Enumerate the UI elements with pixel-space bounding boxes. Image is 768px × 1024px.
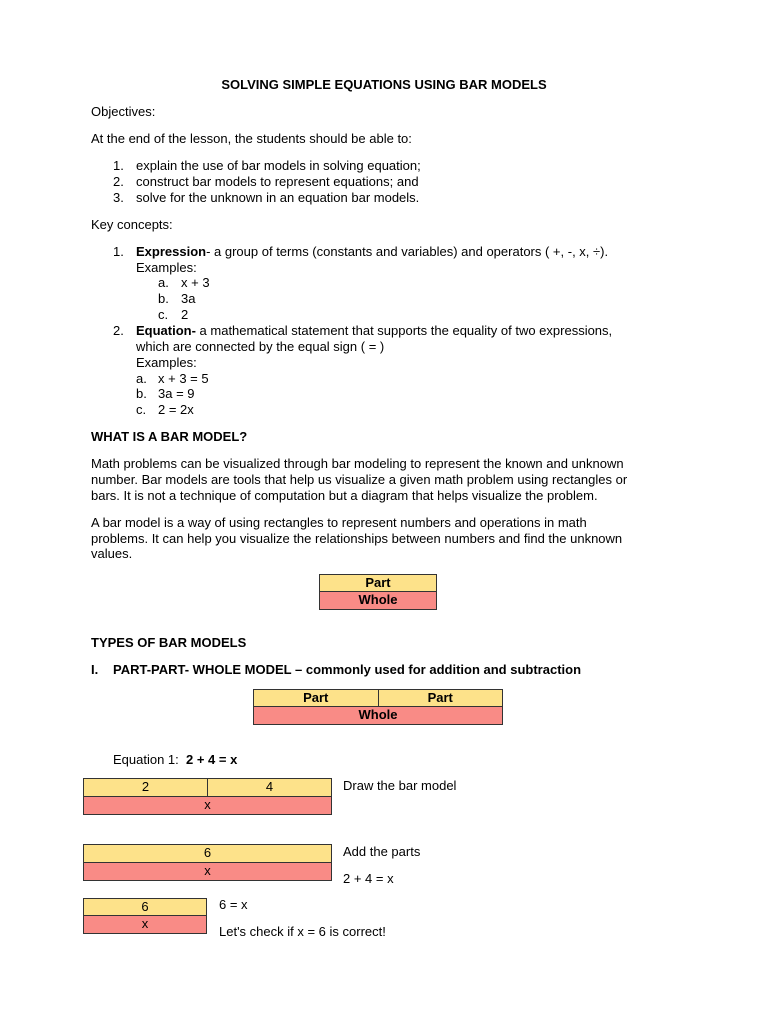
examples-label: Examples: (136, 260, 197, 275)
equation-expression: 2 + 4 = x (186, 752, 238, 767)
bar-whole: x (83, 862, 332, 881)
paragraph-line: A bar model is a way of using rectangles to represent numbers and operations in math (91, 515, 587, 530)
bar-part: 2 (83, 778, 208, 797)
step-note: Let's check if x = 6 is correct! (219, 924, 386, 939)
types-heading: TYPES OF BAR MODELS (91, 635, 247, 650)
expression-term: Expression (136, 244, 207, 259)
objective-item: construct bar models to represent equations; and (136, 174, 419, 189)
step-note: Add the parts (343, 844, 421, 859)
equation-label-line (113, 752, 237, 768)
examples-label: Examples: (136, 355, 197, 370)
example-item: 2 (181, 307, 189, 322)
equation-definition-line2: which are connected by the equal sign ( = ) (136, 339, 385, 354)
paragraph-line: number. Bar models are tools that help us visualize a given math problem using rectangles or (91, 472, 628, 487)
model-title: PART-PART- WHOLE MODEL – commonly used for addition and subtraction (113, 662, 582, 677)
bar-part: Part (379, 689, 504, 707)
objectives-intro: At the end of the lesson, the students should be able to: (91, 131, 412, 146)
example-letter: c. (158, 307, 169, 322)
bar-whole: x (83, 796, 332, 815)
example-item: 3a (181, 291, 196, 306)
step-note: Draw the bar model (343, 778, 457, 793)
bar-part: Part (253, 689, 379, 707)
example-letter: a. (158, 275, 169, 290)
model-numeral: I. (91, 662, 99, 677)
concept-number: 2. (113, 323, 124, 338)
bar-part: Part (319, 574, 437, 592)
bar-parts-row (83, 778, 332, 797)
equation-definition-text: a mathematical statement that supports the equality of two expressions, (195, 323, 613, 338)
example-item: 3a = 9 (158, 386, 195, 401)
example-item: x + 3 (181, 275, 210, 290)
step-equation: 6 = x (219, 897, 248, 912)
paragraph-line: values. (91, 546, 133, 561)
example-item: 2 = 2x (158, 402, 194, 417)
concept-number: 1. (113, 244, 124, 259)
objective-item: explain the use of bar models in solving equation; (136, 158, 421, 173)
bar-parts-row (253, 689, 503, 707)
equation-term: Equation- (136, 323, 196, 338)
example-letter: b. (158, 291, 169, 306)
bar-whole: Whole (253, 706, 503, 725)
example-letter: b. (136, 386, 147, 401)
objective-item: solve for the unknown in an equation bar models. (136, 190, 420, 205)
bar-whole: Whole (319, 591, 437, 610)
objective-number: 1. (113, 158, 124, 173)
objectives-heading: Objectives: (91, 104, 156, 119)
expression-definition-text: - a group of terms (constants and variables) and operators ( +, -, x, ÷). (206, 244, 609, 259)
paragraph-line: Math problems can be visualized through bar modeling to represent the known and unknown (91, 456, 624, 471)
bar-part: 6 (83, 898, 207, 916)
section-heading: WHAT IS A BAR MODEL? (91, 429, 248, 444)
example-letter: a. (136, 371, 147, 386)
example-letter: c. (136, 402, 147, 417)
step-equation: 2 + 4 = x (343, 871, 394, 886)
bar-part: 6 (83, 844, 332, 863)
key-concepts-heading: Key concepts: (91, 217, 173, 232)
expression-definition (136, 244, 608, 260)
objective-number: 3. (113, 190, 124, 205)
paragraph-line: problems. It can help you visualize the relationships between numbers and find the unknown (91, 531, 623, 546)
equation-definition (136, 323, 612, 339)
bar-part: 4 (208, 778, 332, 797)
objective-number: 2. (113, 174, 124, 189)
page-title: SOLVING SIMPLE EQUATIONS USING BAR MODELS (221, 77, 547, 92)
equation-label: Equation 1: (113, 752, 179, 767)
paragraph-line: bars. It is not a technique of computation but a diagram that helps visualize the problem. (91, 488, 598, 503)
bar-whole: x (83, 915, 207, 934)
example-item: x + 3 = 5 (158, 371, 209, 386)
